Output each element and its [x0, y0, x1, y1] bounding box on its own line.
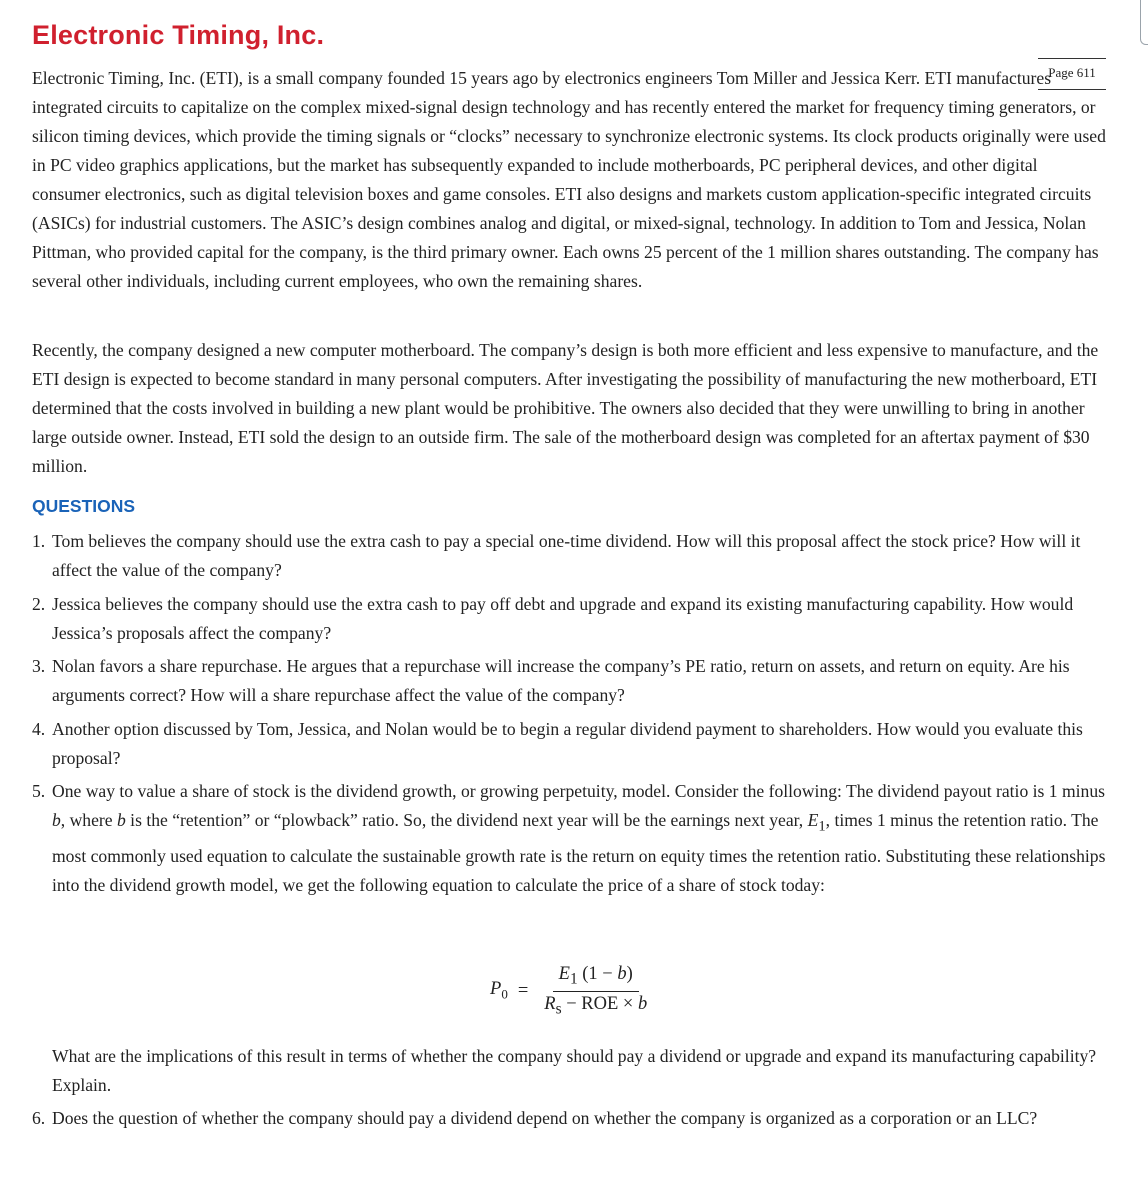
equation-numerator	[553, 964, 639, 992]
question-text: Jessica believes the company should use the extra cash to pay off debt and upgrade and expand its existing manufacturing capability. How would Jessica’s proposals affect the company?	[52, 593, 1074, 643]
question-number: 2.	[32, 593, 46, 614]
question-1	[32, 527, 1112, 585]
page-title: Electronic Timing, Inc.	[32, 20, 325, 50]
page-number-label: Page 611	[1038, 58, 1106, 90]
equation-r: R	[544, 993, 556, 1014]
equation-numerator-text: (1 −	[577, 963, 618, 984]
variable-b: b	[116, 810, 126, 830]
equation-b: b	[637, 993, 648, 1014]
equation-lhs	[490, 979, 508, 1003]
intro-paragraph-1: Electronic Timing, Inc. (ETI), is a small company founded 15 years ago by electronics engineers Tom Miller and Jessica Kerr. ETI manufactures integrated circuits to capitalize on the complex mixed-signal design technology and has recently entered the market for frequency timing generators, or silicon timing devices, which provide the timing signals or “clocks” necessary to synchronize electronic systems. Its clock products originally were used in PC video graphics applications, but the market has subsequently expanded to include motherboards, PC peripheral devices, and other digital consumer electronics, such as digital television boxes and game consoles. ETI also designs and markets custom application-specific integrated circuits (ASICs) for industrial customers. The ASIC’s design combines analog and digital, or mixed-signal, technology. In addition to Tom and Jessica, Nolan Pittman, who provided capital for the company, is the third primary owner. Each owns 25 percent of the 1 million shares outstanding. The company has several other individuals, including current employees, who own the remaining shares.	[32, 68, 1106, 291]
questions-list	[32, 527, 1112, 904]
equation-p-subscript: 0	[501, 986, 508, 1002]
question-text: Does the question of whether the company should pay a dividend depend on whether the company is organized as a corporation or an LLC?	[52, 1108, 1038, 1128]
questions-heading: QUESTIONS	[32, 496, 136, 516]
question-4	[32, 715, 1112, 773]
question-5-text-b: , where	[60, 810, 117, 830]
equation-e-subscript: 1	[569, 970, 578, 988]
variable-e: E	[807, 810, 819, 830]
equation-r-subscript: s	[555, 1000, 562, 1018]
question-number: 3.	[32, 656, 46, 676]
question-number: 4.	[32, 718, 46, 739]
equation-close-paren: )	[626, 963, 633, 984]
equation-denominator-text: − ROE ×	[561, 993, 638, 1014]
question-text: Tom believes the company should use the extra cash to pay a special one-time dividend. How will this proposal affect the stock price? How will it affect the value of the company?	[52, 531, 1081, 580]
question-number: 1.	[32, 531, 46, 551]
equation-e: E	[558, 963, 570, 984]
question-text	[52, 781, 1105, 895]
variable-e-subscript: 1	[818, 818, 826, 835]
question-6	[32, 1104, 1112, 1133]
question-3	[32, 652, 1112, 710]
equation-b: b	[617, 963, 627, 984]
variable-b: b	[52, 810, 61, 830]
equation-fraction	[538, 964, 653, 1018]
question-number: 5.	[32, 781, 46, 801]
intro-paragraph-2: Recently, the company designed a new computer motherboard. The company’s design is both more efficient and less expensive to manufacture, and the ETI design is expected to become standard in many personal computers. After investigating the possibility of manufacturing the new motherboard, ETI determined that the costs involved in building a new plant would be prohibitive. The owners also decided that they were unwilling to bring in another large outside owner. Instead, ETI sold the design to an outside firm. The sale of the motherboard design was completed for an aftertax payment of $30 million.	[32, 340, 1099, 476]
question-5-text-a: One way to value a share of stock is the dividend growth, or growing perpetuity, model. Consider the following: The dividend payout ratio is 1 minus	[52, 781, 1105, 801]
question-5-followup: What are the implications of this result in terms of whether the company should pay a dividend or upgrade and expand its manufacturing capability? Explain.	[52, 1046, 1097, 1095]
equation-denominator	[538, 992, 653, 1019]
question-number: 6.	[32, 1108, 46, 1128]
stock-price-equation	[490, 958, 653, 1024]
question-5-text-c: is the “retention” or “plowback” ratio. So, the dividend next year will be the earnings next year,	[125, 810, 808, 830]
equation-p: P	[490, 979, 502, 1000]
question-text: Another option discussed by Tom, Jessica, and Nolan would be to begin a regular dividend payment to shareholders. How would you evaluate this proposal?	[52, 718, 1083, 768]
question-text: Nolan favors a share repurchase. He argues that a repurchase will increase the company’s PE ratio, return on assets, and return on equity. Are his arguments correct? How will a share repurchase affect the value of the company?	[52, 656, 1070, 705]
question-2	[32, 590, 1112, 648]
window-edge	[1140, 0, 1148, 45]
question-5	[32, 777, 1112, 900]
question-5-text-d: , times 1 minus the retention ratio. The most commonly used equation to calculate the sustainable growth rate is the return on equity times the retention ratio. Substituting these relationships into the dividend growth model, we get the following equation to calculate the price of a share of stock today:	[52, 810, 1106, 895]
equation-equals: =	[517, 980, 529, 1001]
